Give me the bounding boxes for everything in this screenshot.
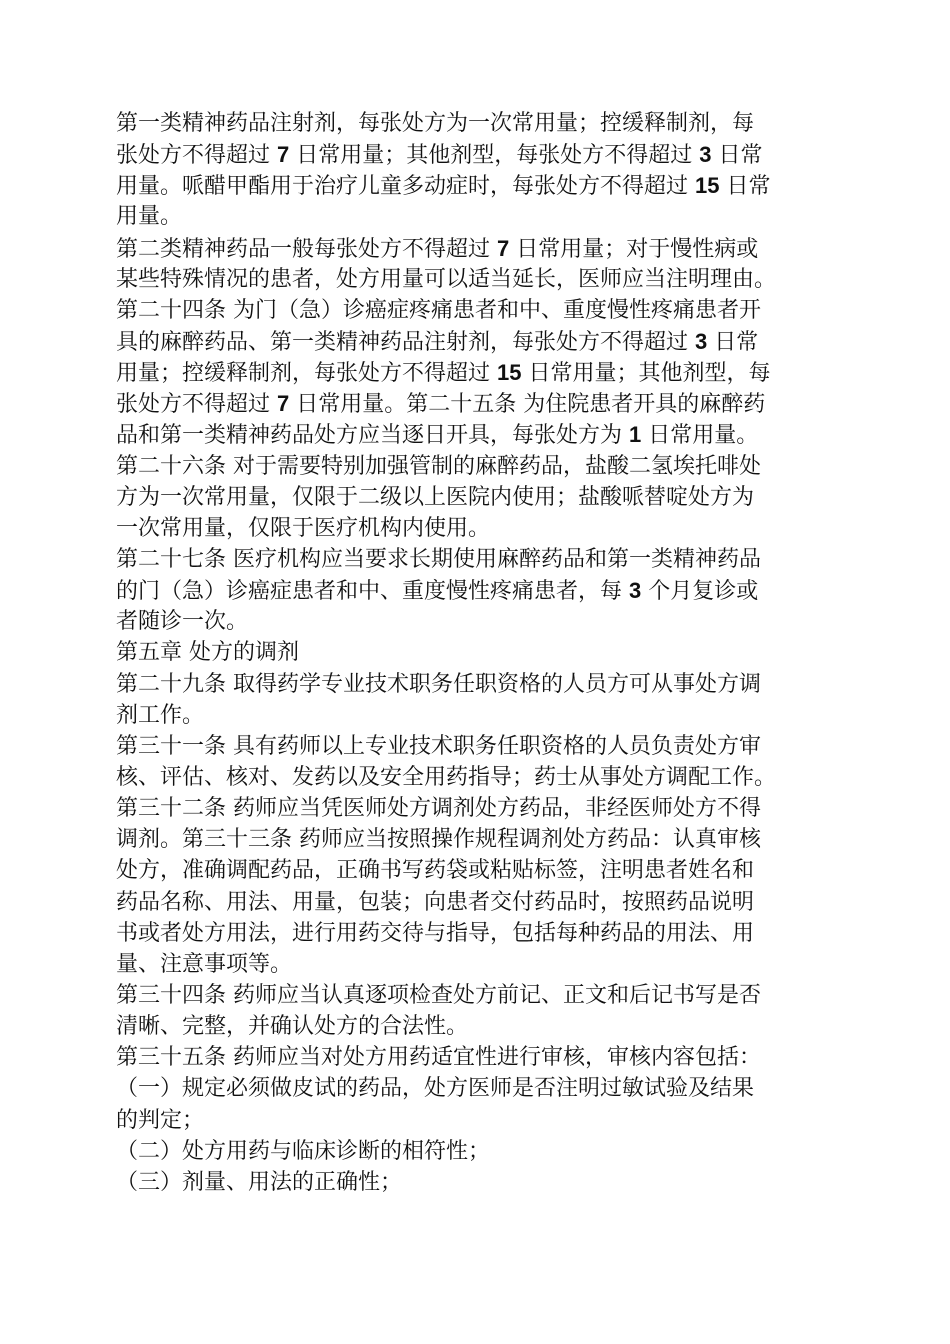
text-line: 清晰、完整，并确认处方的合法性。 xyxy=(116,1014,469,1040)
text-line: 方为一次常用量，仅限于二级以上医院内使用；盐酸哌替啶处方为 xyxy=(116,484,755,510)
text-line: 第三十五条 药师应当对处方用药适宜性进行审核，审核内容包括： xyxy=(116,1045,761,1071)
chapter-heading: 第五章 处方的调剂 xyxy=(116,640,299,666)
text-line: 品和第一类精神药品处方应当逐日开具，每张处方为 1 日常用量。 xyxy=(116,422,759,449)
text-line: 第三十二条 药师应当凭医师处方调剂处方药品，非经医师处方不得 xyxy=(116,796,761,822)
text-line: 者随诊一次。 xyxy=(116,609,249,635)
text-line: 调剂。第三十三条 药师应当按照操作规程调剂处方药品：认真审核 xyxy=(116,827,761,853)
text-line: 药品名称、用法、用量，包装；向患者交付药品时，按照药品说明 xyxy=(116,889,755,915)
text-line: 书或者处方用法，进行用药交待与指导，包括每种药品的用法、用 xyxy=(116,920,755,946)
number-text: 3 xyxy=(695,328,708,354)
text-line: （一）规定必须做皮试的药品，处方医师是否注明过敏试验及结果 xyxy=(116,1076,755,1102)
text-line: 第三十一条 具有药师以上专业技术职务任职资格的人员负责处方审 xyxy=(116,733,761,759)
text-line: 一次常用量，仅限于医疗机构内使用。 xyxy=(116,515,491,541)
text-line: 第一类精神药品注射剂，每张处方为一次常用量；控缓释制剂，每 xyxy=(116,111,755,136)
number-text: 7 xyxy=(497,235,510,261)
text-line: 第二类精神药品一般每张处方不得超过 7 日常用量；对于慢性病或 xyxy=(116,235,759,262)
number-text: 3 xyxy=(629,578,642,604)
text-line: 第二十六条 对于需要特别加强管制的麻醉药品，盐酸二氢埃托啡处 xyxy=(116,453,761,479)
text-line: 用量。哌醋甲酯用于治疗儿童多动症时，每张处方不得超过 15 日常 xyxy=(116,173,771,200)
text-line: 用量；控缓释制剂，每张处方不得超过 15 日常用量；其他剂型，每 xyxy=(116,360,771,387)
text-line: （二）处方用药与临床诊断的相符性； xyxy=(116,1138,491,1164)
number-text: 15 xyxy=(497,360,522,386)
text-line: 的判定； xyxy=(116,1107,205,1133)
document-page xyxy=(116,108,846,1198)
text-line: 核、评估、核对、发药以及安全用药指导；药士从事处方调配工作。 xyxy=(116,764,777,790)
number-text: 3 xyxy=(699,142,712,168)
text-line: 具的麻醉药品、第一类精神药品注射剂，每张处方不得超过 3 日常 xyxy=(116,328,759,355)
text-line: 剂工作。 xyxy=(116,702,205,728)
text-line: 第三十四条 药师应当认真逐项检查处方前记、正文和后记书写是否 xyxy=(116,982,761,1008)
number-text: 1 xyxy=(629,422,642,448)
text-line: 用量。 xyxy=(116,204,183,230)
text-line: （三）剂量、用法的正确性； xyxy=(116,1169,403,1195)
text-line: 第二十七条 医疗机构应当要求长期使用麻醉药品和第一类精神药品 xyxy=(116,546,761,572)
text-line: 张处方不得超过 7 日常用量。第二十五条 为住院患者开具的麻醉药 xyxy=(116,391,766,418)
number-text: 15 xyxy=(695,173,720,199)
text-line: 张处方不得超过 7 日常用量；其他剂型，每张处方不得超过 3 日常 xyxy=(116,142,763,169)
number-text: 7 xyxy=(277,391,290,417)
number-text: 7 xyxy=(277,142,290,168)
text-line: 某些特殊情况的患者，处方用量可以适当延长，医师应当注明理由。 xyxy=(116,266,777,292)
text-line: 第二十九条 取得药学专业技术职务任职资格的人员方可从事处方调 xyxy=(116,671,761,697)
text-line: 的门（急）诊癌症患者和中、重度慢性疼痛患者，每 3 个月复诊或 xyxy=(116,578,759,605)
text-line: 处方，准确调配药品，正确书写药袋或粘贴标签，注明患者姓名和 xyxy=(116,858,755,884)
text-line: 第二十四条 为门（急）诊癌症疼痛患者和中、重度慢性疼痛患者开 xyxy=(116,297,761,323)
text-line: 量、注意事项等。 xyxy=(116,951,293,977)
